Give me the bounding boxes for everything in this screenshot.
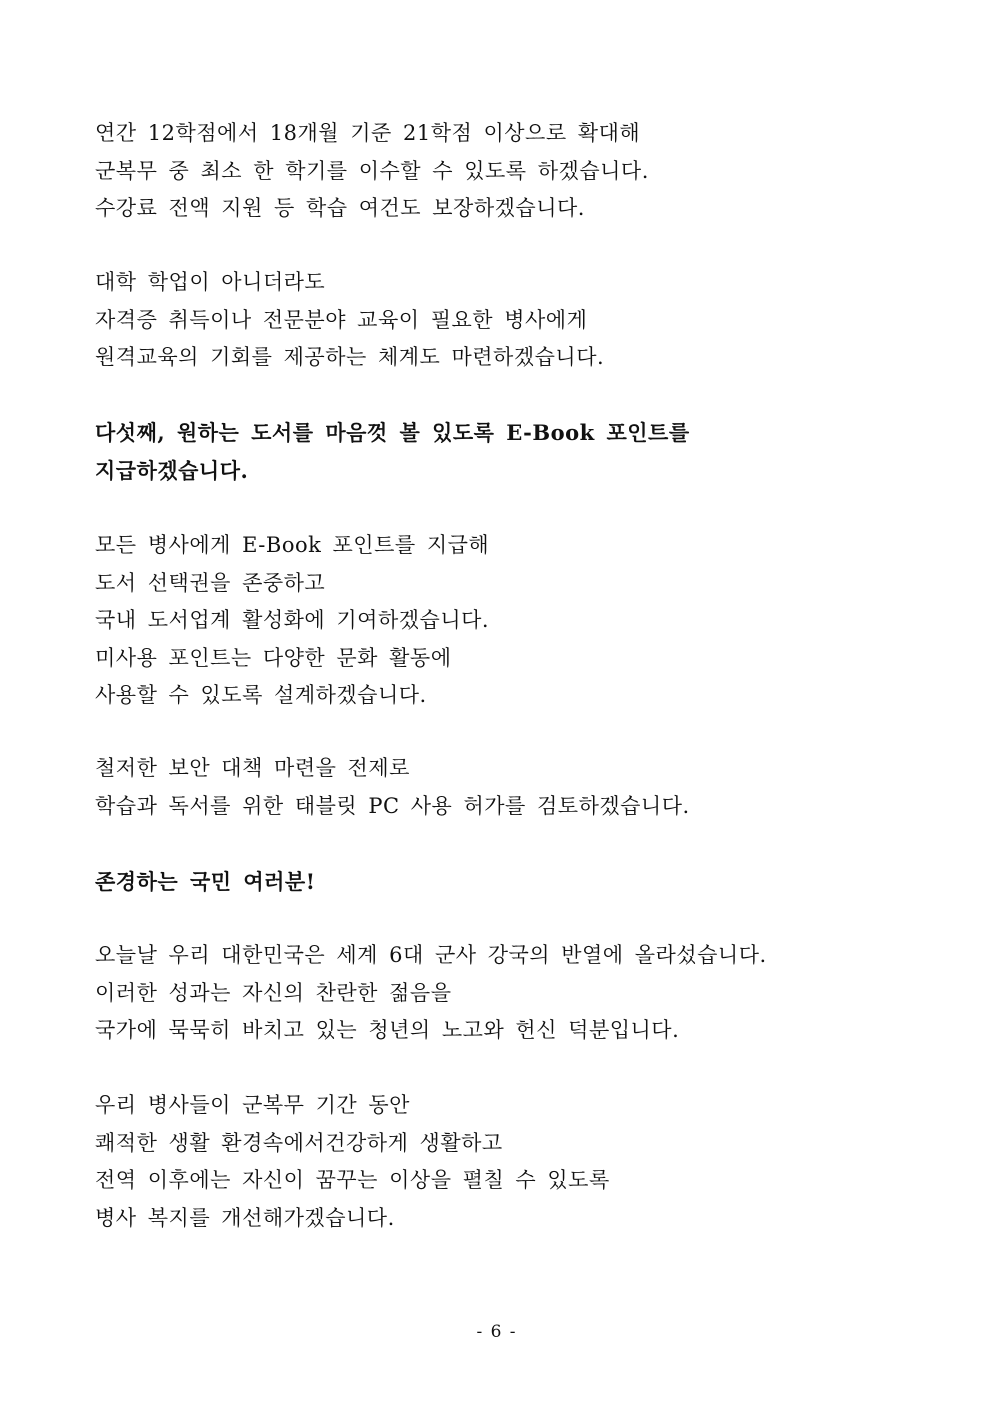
text-line: 미사용 포인트는 다양한 문화 활동에 (95, 645, 452, 670)
text-line: 쾌적한 생활 환경속에서건강하게 생활하고 (95, 1130, 503, 1155)
text-line: 병사 복지를 개선해가겠습니다. (95, 1205, 395, 1230)
paragraph-soldier-welfare (95, 1087, 915, 1237)
page-number: - 6 - (476, 1322, 516, 1342)
paragraph-tablet-pc (95, 750, 915, 825)
text-line: 철저한 보안 대책 마련을 전제로 (95, 756, 410, 780)
heading-line: 존경하는 국민 여러분! (95, 869, 316, 894)
text-line: 국내 도서업계 활성화에 기여하겠습니다. (95, 608, 490, 632)
text-line: 대학 학업이 아니더라도 (95, 270, 326, 294)
heading-line: 지급하겠습니다. (95, 457, 249, 483)
text-line: 사용할 수 있도록 설계하겠습니다. (95, 683, 427, 707)
text-line: 국가에 묵묵히 바치고 있는 청년의 노고와 헌신 덕분입니다. (95, 1018, 680, 1042)
paragraph-heading-address (95, 863, 915, 901)
text-line: 원격교육의 기회를 제공하는 체계도 마련하겠습니다. (95, 345, 605, 369)
paragraph-credit-expansion (95, 115, 915, 228)
paragraph-military-power (95, 937, 915, 1050)
text-line: 연간 12학점에서 18개월 기준 21학점 이상으로 확대해 (95, 121, 641, 145)
text-line: 모든 병사에게 E-Book 포인트를 지급해 (95, 533, 490, 557)
text-line: 전역 이후에는 자신이 꿈꾸는 이상을 펼칠 수 있도록 (95, 1168, 610, 1192)
text-line: 오늘날 우리 대한민국은 세계 6대 군사 강국의 반열에 올라섰습니다. (95, 943, 767, 967)
text-line: 수강료 전액 지원 등 학습 여건도 보장하겠습니다. (95, 196, 585, 220)
text-line: 도서 선택권을 존중하고 (95, 570, 326, 595)
text-line: 군복무 중 최소 한 학기를 이수할 수 있도록 하겠습니다. (95, 158, 649, 183)
paragraph-remote-education (95, 264, 915, 377)
heading-line: 다섯째, 원하는 도서를 마음껏 볼 있도록 E-Book 포인트를 (95, 420, 690, 445)
text-line: 자격증 취득이나 전문분야 교육이 필요한 병사에게 (95, 307, 588, 332)
paragraph-heading-ebook (95, 414, 915, 489)
paragraph-ebook-points (95, 527, 915, 715)
text-line: 우리 병사들이 군복무 기간 동안 (95, 1093, 410, 1117)
text-line: 학습과 독서를 위한 태블릿 PC 사용 허가를 검토하겠습니다. (95, 793, 690, 818)
text-line: 이러한 성과는 자신의 찬란한 젊음을 (95, 980, 452, 1005)
